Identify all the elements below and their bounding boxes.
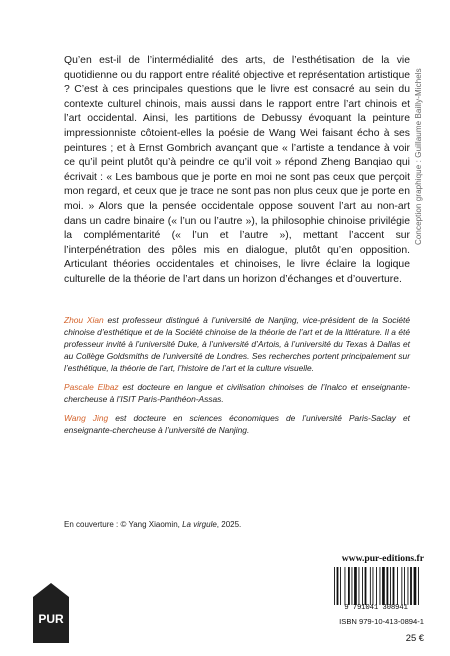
cover-credit-suffix: , 2025. — [216, 520, 242, 529]
cover-image-credit — [64, 520, 241, 529]
publisher-logo-icon — [33, 583, 69, 643]
cover-credit-prefix: En couverture : © Yang Xiaomin, — [64, 520, 183, 529]
barcode-bar — [380, 567, 381, 605]
author-bio-text: est docteure en langue et civilisation chinoises de l’Inalco et enseignante-chercheuse à l’ISIT Paris-Panthéon-Assas. — [64, 382, 410, 404]
barcode-bar — [387, 567, 389, 605]
publisher-logo-text: PUR — [38, 612, 64, 626]
barcode-bar — [373, 567, 374, 605]
graphic-design-credit: Conception graphique : Guillaume Bailly-Michels — [414, 68, 423, 245]
author-bios — [64, 314, 410, 443]
author-bio-wang-jing — [64, 412, 410, 436]
barcode-bar — [390, 567, 391, 605]
publisher-website: www.pur-editions.fr — [341, 553, 424, 564]
isbn: ISBN 979-10-413-0894-1 — [339, 617, 424, 626]
barcode-bar — [365, 567, 367, 605]
author-bio-text: est professeur distingué à l’université de Nanjing, vice-président de la Société chinoise d’esthétique et de la Société chinoise de la théorie de l’art et de la littérature. Il a été professeur invité à l’université Duke, à l’université d’Artois, à l’université du Texas à Dallas et au Collège Goldsmiths de l’université de Londres. Ses recherches portent principalement sur l’esthétique, la théorie de l’art, l’histoire de l’art et la culture visuelle. — [64, 315, 411, 373]
barcode-bar — [348, 567, 350, 605]
back-cover-summary: Qu’en est-il de l’intermédialité des arts, de l’esthétisation de la vie quotidienne ou du rapport entre réalité objective et représentation artistique ? C’est à ces principales questions que le livre est consacré au sein du contexte culturel chinois, mais aussi dans le rapport entre l’art chinois et l’art occidental. Ainsi, les partitions de Debussy évoquant la peinture impressionniste côtoient-elles la poésie de Wang Wei faisant écho à ses peintures ; et à Ernst Gombrich avançant que « l’artiste a tendance à voir ce qu’il peint plutôt qu’à peindre ce qu’il voit » répond Zheng Banqiao qui écrivait : « Les bambous que je porte en moi ne sont pas ceux que perçoit mon regard, et ceux que je trace ne sont pas non plus ceux que je porte en moi. » Alors que la pensée occidentale oppose souvent l’art au non-art dans un cadre binaire (« l’un ou l’autre »), la philosophie chinoise privilégie la complémentarité (« l’un et l’autre »), mettant l’accent sur l’interpénétration des pôles mis en dialogue, plutôt qu’en opposition. Articulant théories occidentales et chinoises, le livre éclaire la logique culturelle de la théorie de l’art dans un horizon d’échanges et d’ouverture. — [64, 55, 411, 285]
barcode-bar — [370, 567, 371, 605]
author-name: Wang Jing — [64, 413, 109, 423]
cover-artwork-title: La virgule — [182, 520, 217, 529]
barcode-bar — [352, 567, 353, 605]
price: 25 € — [405, 632, 424, 643]
barcode-bar — [414, 567, 417, 605]
barcode-bar — [376, 567, 377, 605]
barcode-bar — [404, 567, 405, 605]
barcode-bar — [408, 567, 409, 605]
barcode-bar — [345, 567, 346, 605]
author-bio-text: est docteure en sciences économiques de l’université Paris-Saclay et enseignante-chercheuse à l’université de Nanjing. — [64, 413, 411, 435]
barcode-bar — [334, 567, 335, 605]
barcode-bar — [418, 567, 419, 605]
barcode-bar — [337, 567, 339, 605]
barcode-bar — [397, 567, 398, 605]
author-bio-zhou-xian — [64, 314, 410, 374]
barcode-bar — [382, 567, 385, 605]
barcode-bar — [362, 567, 363, 605]
author-bio-pascale-elbaz — [64, 381, 410, 405]
barcode-bar — [410, 567, 412, 605]
barcode-digits: 9 791041 308941 — [344, 604, 408, 612]
author-name: Zhou Xian — [64, 315, 104, 325]
barcode-bar — [359, 567, 360, 605]
barcode-bar — [354, 567, 357, 605]
barcode-bar — [401, 567, 402, 605]
barcode-bar — [340, 567, 341, 605]
author-name: Pascale Elbaz — [64, 382, 119, 392]
barcode-bar — [393, 567, 395, 605]
barcode-icon — [332, 567, 424, 605]
